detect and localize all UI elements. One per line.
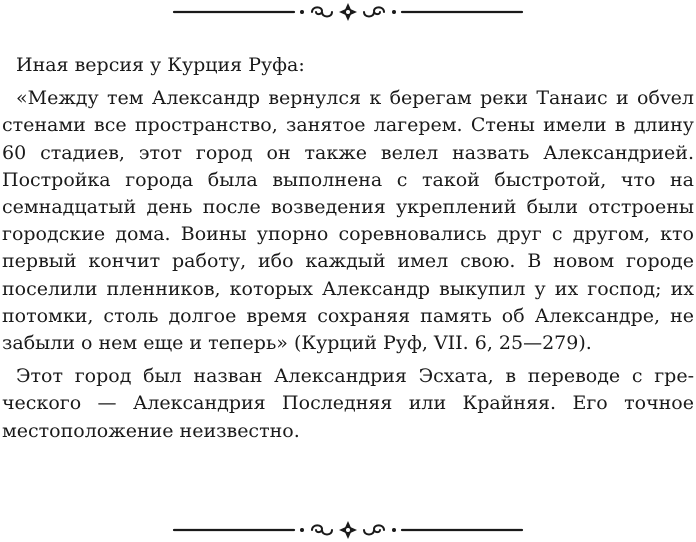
scroll-flourish-icon bbox=[172, 0, 524, 24]
paragraph-intro: Иная версия у Курция Руфа: bbox=[16, 54, 305, 76]
paragraph-quote: «Между тем Александр вернулся к берегам реки Танаис и обvел стенами все пространство, занятое лагерем. Стены имели в длину 60 стадиев, этот город он также велел назвать Александрией. Постройка города была выполнена с такой быстротой, что на семнадцатый день после возведения укреплений были отстроены городские дома. Воины упорно соревновались друг с другом, кто первый кончит работу, ибо каждый имел свою. В новом городе поселили пленников, которых Александр выкупил у их господ; их потомки, столь долгое время сохраняя память об Александре, не забыли о нем еще и теперь» (Курций Руф, VII. 6, 25—279). bbox=[2, 87, 694, 355]
paragraph-conclusion: Этот город был назван Александрия Эсхата, в переводе с греческого — Александрия Последняя или Крайняя. Его точное местоположение неизвестно. bbox=[2, 365, 694, 442]
page-body bbox=[2, 52, 694, 451]
scroll-flourish-icon bbox=[172, 518, 524, 542]
bottom-ornament-divider bbox=[172, 518, 524, 542]
top-ornament-divider bbox=[172, 0, 524, 24]
